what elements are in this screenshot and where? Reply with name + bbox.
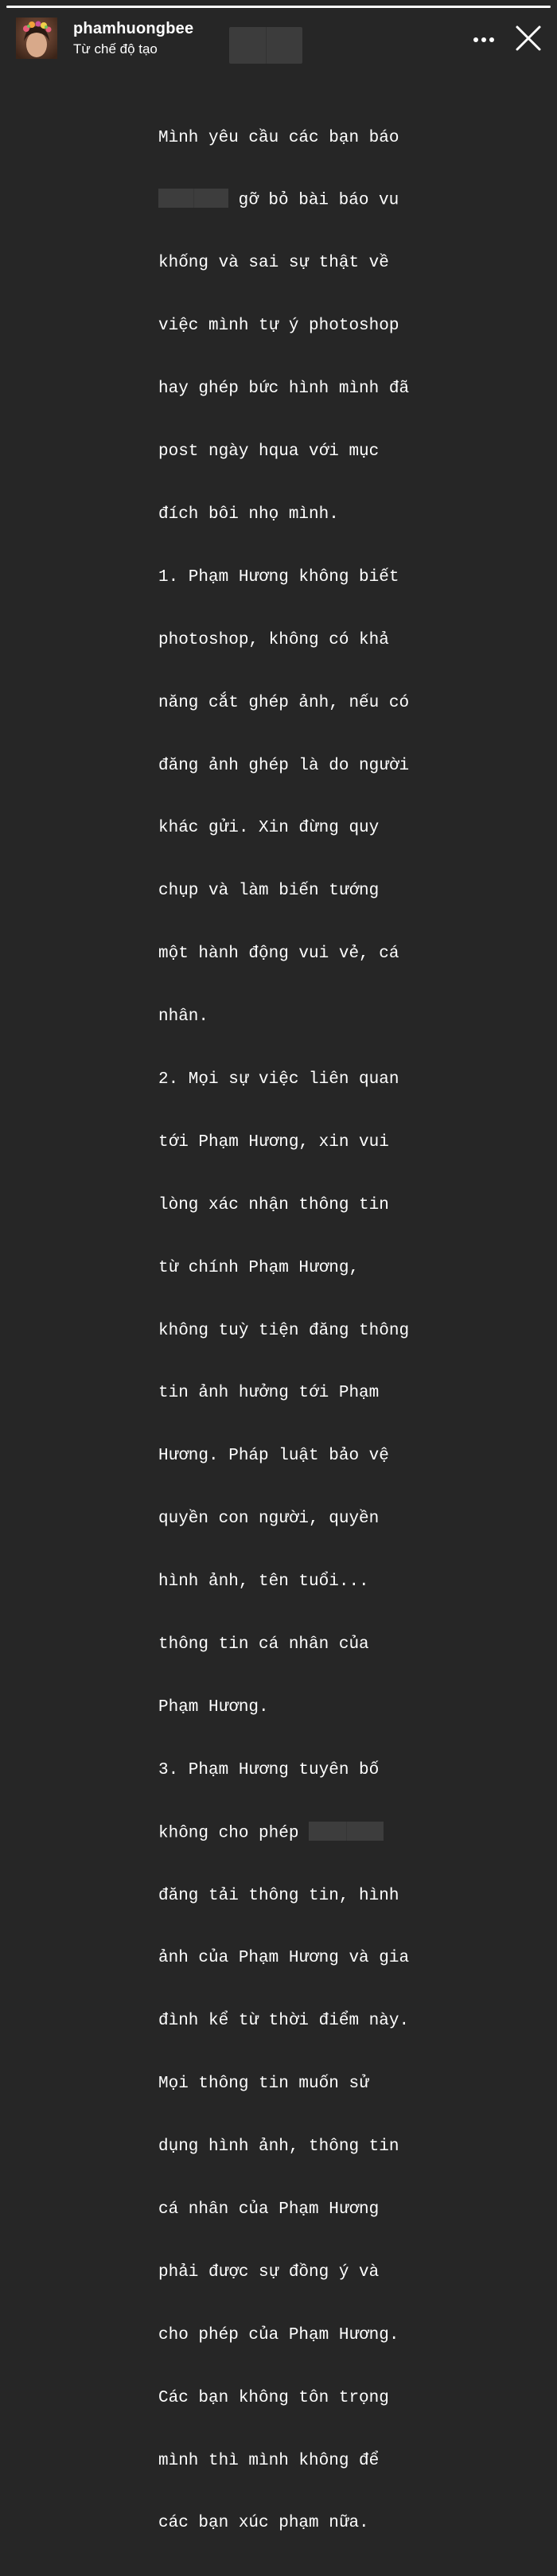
- text-line: nhân.: [158, 1007, 209, 1027]
- story-text: [158, 86, 461, 2576]
- text-line: tin ảnh hưởng tới Phạm: [158, 1384, 380, 1403]
- text-line: quyền con người, quyền: [158, 1510, 380, 1529]
- text-line: hình ảnh, tên tuổi...: [158, 1572, 369, 1592]
- text-line: hay ghép bức hình mình đã: [158, 380, 410, 399]
- text-line: mình thì mình không để: [158, 2451, 380, 2470]
- text-line: 1. Phạm Hương không biết: [158, 567, 399, 587]
- profile-avatar[interactable]: [16, 18, 57, 59]
- text-line: post ngày hqua với mục: [158, 442, 380, 462]
- more-horizontal-icon: [473, 37, 495, 43]
- story-progress-bar: [6, 6, 551, 8]
- redacted-badge: [229, 27, 302, 64]
- text-line: phải được sự đồng ý và: [158, 2262, 380, 2282]
- story-username[interactable]: phamhuongbee: [73, 20, 194, 37]
- text-line: không tuỳ tiện đăng thông: [158, 1321, 410, 1340]
- more-options-button[interactable]: [468, 29, 500, 51]
- close-button[interactable]: [512, 22, 544, 54]
- text-line: đình kể từ thời điểm này.: [158, 2012, 410, 2031]
- text-line: Các bạn không tôn trọng: [158, 2388, 389, 2407]
- text-line: đăng ảnh ghép là do người: [158, 756, 410, 775]
- text-line: khác gửi. Xin đừng quy: [158, 819, 380, 838]
- text-line: Phạm Hương.: [158, 1697, 269, 1717]
- text-line: một hành động vui vẻ, cá: [158, 945, 399, 964]
- text-line: năng cắt ghép ảnh, nếu có: [158, 693, 410, 712]
- redacted-text: [158, 189, 228, 208]
- text-line: thông tin cá nhân của: [158, 1635, 369, 1654]
- close-icon: [515, 25, 542, 52]
- story-progress-fill: [6, 6, 551, 8]
- text-line: Hương. Pháp luật bảo vệ: [158, 1447, 389, 1466]
- story-subtitle: Từ chế độ tạo: [73, 41, 158, 57]
- text-line: tới Phạm Hương, xin vui: [158, 1132, 389, 1152]
- text-line: chụp và làm biến tướng: [158, 882, 380, 901]
- redacted-text: [309, 1822, 384, 1841]
- text-line: không cho phép: [158, 1823, 461, 1844]
- text-line: Mọi thông tin muốn sử: [158, 2075, 369, 2094]
- text-line: photoshop, không có khả: [158, 630, 389, 649]
- text-line: các bạn xúc phạm nữa.: [158, 2514, 369, 2533]
- text-line: đích bôi nhọ mình.: [158, 505, 339, 524]
- text-line: cá nhân của Phạm Hương: [158, 2200, 380, 2219]
- text-line: khống và sai sự thật về: [158, 254, 389, 273]
- story-header: [16, 18, 541, 62]
- text-line: từ chính Phạm Hương,: [158, 1258, 360, 1277]
- text-line: cho phép của Phạm Hương.: [158, 2325, 399, 2344]
- text-line: việc mình tự ý photoshop: [158, 317, 399, 336]
- text-line: đăng tải thông tin, hình: [158, 1886, 399, 1905]
- text-line: dụng hình ảnh, thông tin: [158, 2138, 399, 2157]
- text-line: 2. Mọi sự việc liên quan: [158, 1070, 399, 1089]
- text-line: gỡ bỏ bài báo vu: [158, 190, 461, 211]
- text-line: lòng xác nhận thông tin: [158, 1195, 389, 1214]
- text-line: ảnh của Phạm Hương và gia: [158, 1949, 410, 1968]
- text-line: 3. Phạm Hương tuyên bố: [158, 1760, 380, 1779]
- text-line: Mình yêu cầu các bạn báo: [158, 128, 399, 147]
